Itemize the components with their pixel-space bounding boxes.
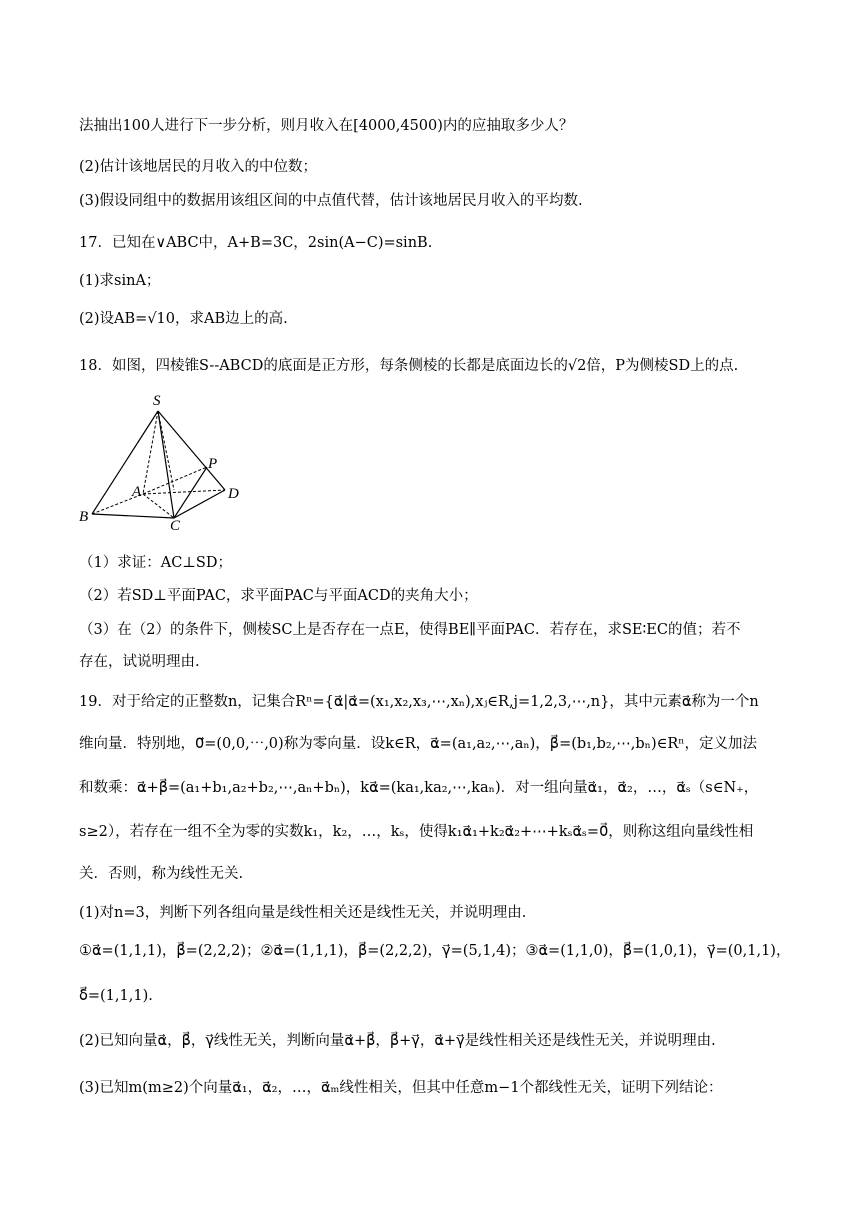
text-line: (3)假设同组中的数据用该组区间的中点值代替，估计该地居民月收入的平均数.	[79, 193, 583, 209]
question-19-cont: 关．否则，称为线性无关.	[79, 866, 244, 882]
label-b: B	[79, 509, 89, 525]
question-19-cont: 和数乘：α⃗+β⃗=(a₁+b₁,a₂+b₂,⋯,aₙ+bₙ)，kα⃗=(ka₁,ka₂,⋯,kaₙ)．对一组向量α⃗₁，α⃗₂，…，α⃗ₛ（s∈N₊，	[79, 780, 759, 796]
question-18-part-2: （2）若SD⊥平面PAC，求平面PAC与平面ACD的夹角大小；	[79, 588, 478, 604]
question-19-part-1-items: ①α⃗=(1,1,1)，β⃗=(2,2,2)；②α⃗=(1,1,1)，β⃗=(2,2,2)，γ⃗=(5,1,4)；③α⃗=(1,1,0)，β⃗=(1,0,1)，γ⃗=(0,1,1)，	[79, 943, 791, 959]
text-line: (2)估计该地居民的月收入的中位数；	[79, 159, 318, 175]
question-17: 17．已知在∨ABC中，A+B=3C，2sin(A−C)=sinB.	[79, 235, 433, 251]
label-c: C	[170, 518, 181, 534]
question-19-part-2: (2)已知向量α⃗，β⃗，γ⃗线性无关，判断向量α⃗+β⃗，β⃗+γ⃗，α⃗+γ⃗是线性相关还是线性无关，并说明理由.	[79, 1033, 716, 1049]
label-p: P	[208, 456, 218, 472]
question-18-part-3: （3）在（2）的条件下，侧棱SC上是否存在一点E，使得BE∥平面PAC．若存在，求SE∶EC的值；若不	[79, 622, 741, 638]
label-s: S	[153, 393, 161, 409]
pyramid-figure	[75, 390, 255, 535]
question-17-part-1: (1)求sinA；	[79, 273, 161, 289]
question-18-part-1: （1）求证：AC⊥SD；	[79, 555, 232, 571]
question-19-cont: s≥2），若存在一组不全为零的实数k₁，k₂，…，kₛ，使得k₁α⃗₁+k₂α⃗₂+⋯+kₛα⃗ₛ=0⃗，则称这组向量线性相	[79, 824, 754, 840]
text-line: 法抽出100人进行下一步分析，则月收入在[4000,4500)内的应抽取多少人？	[79, 118, 574, 134]
label-d: D	[228, 486, 239, 502]
question-17-part-2: (2)设AB=√10，求AB边上的高.	[79, 311, 288, 327]
question-19-part-1: (1)对n=3，判断下列各组向量是线性相关还是线性无关，并说明理由.	[79, 905, 527, 921]
label-a: A	[132, 484, 142, 500]
question-19: 19．对于给定的正整数n，记集合Rⁿ={α⃗|α⃗=(x₁,x₂,x₃,⋯,xₙ),xⱼ∈R,j=1,2,3,⋯,n}，其中元素α⃗称为一个n	[79, 694, 759, 710]
question-18: 18．如图，四棱锥S--ABCD的底面是正方形，每条侧棱的长都是底面边长的√2倍，P为侧棱SD上的点.	[79, 358, 739, 374]
question-19-part-1-items-cont: δ⃗=(1,1,1).	[79, 988, 153, 1004]
question-19-cont: 维向量．特别地，0⃗=(0,0,⋯,0)称为零向量．设k∈R，α⃗=(a₁,a₂,⋯,aₙ)，β⃗=(b₁,b₂,⋯,bₙ)∈Rⁿ，定义加法	[79, 736, 758, 752]
question-19-part-3: (3)已知m(m≥2)个向量α⃗₁，α⃗₂，…，α⃗ₘ线性相关，但其中任意m−1个都线性无关，证明下列结论：	[79, 1080, 723, 1096]
question-18-part-3-cont: 存在，试说明理由.	[79, 654, 200, 670]
